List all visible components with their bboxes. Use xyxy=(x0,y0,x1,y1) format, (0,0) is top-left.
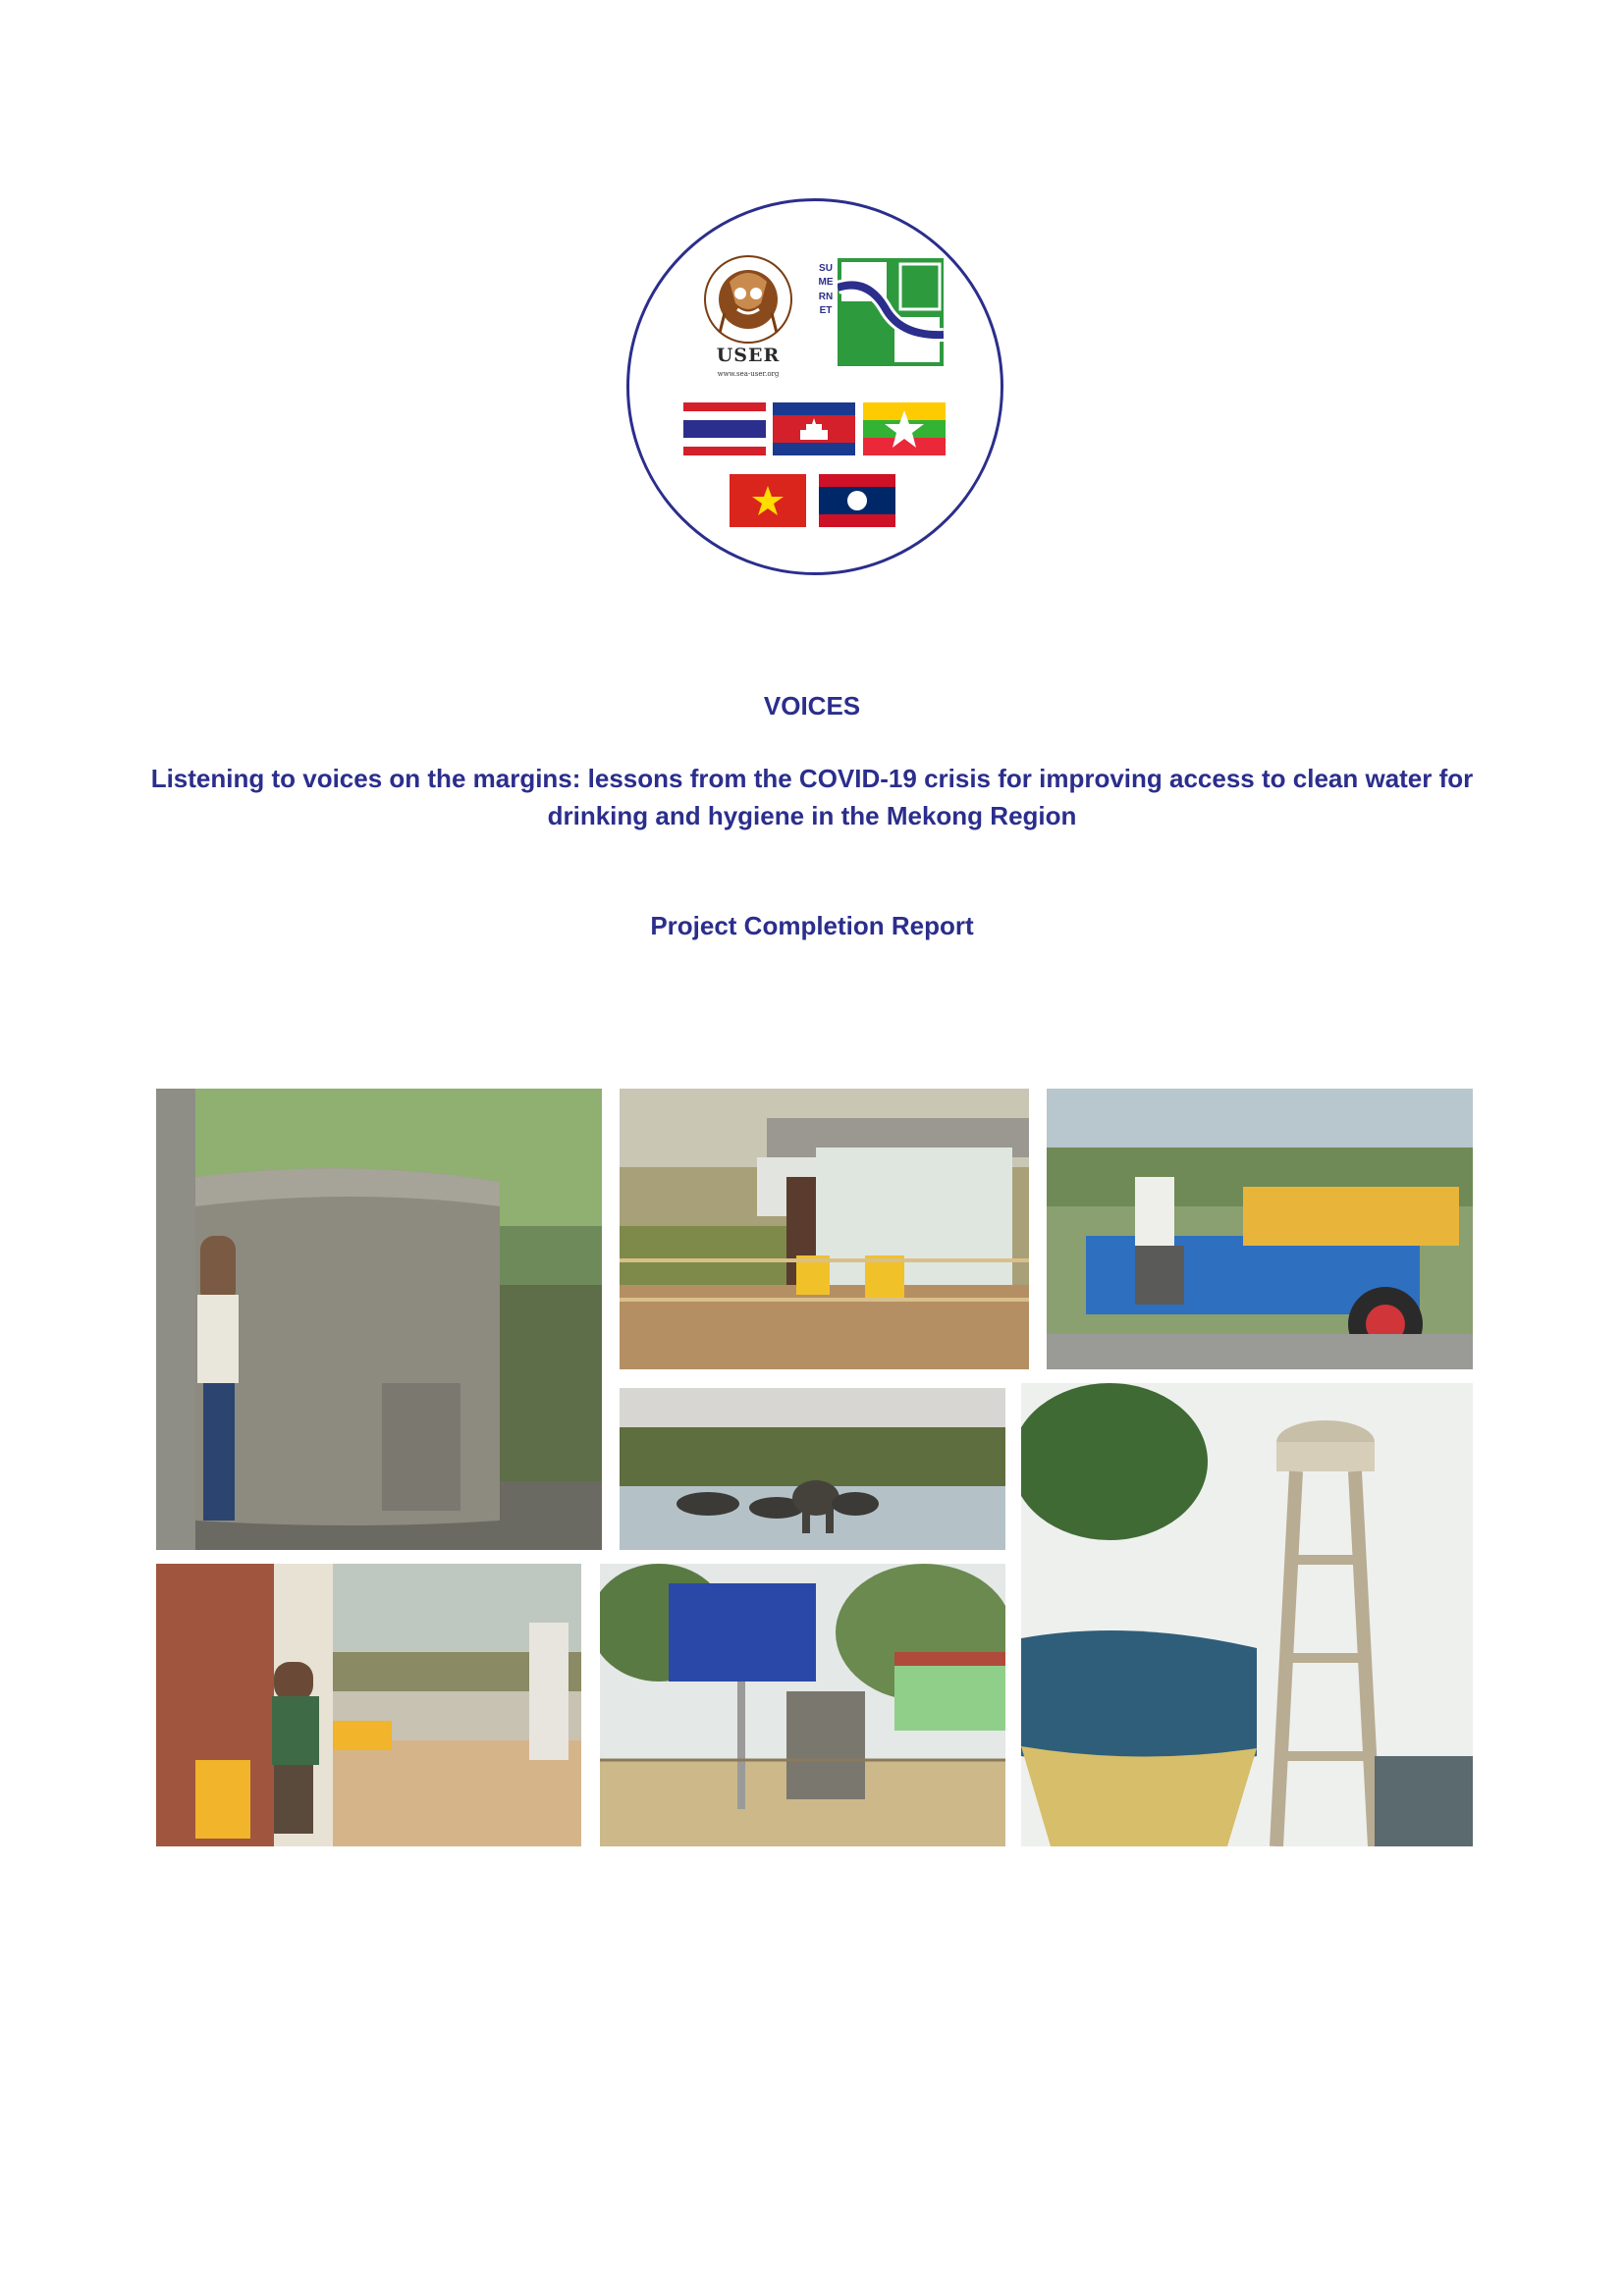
water-tank-photo-icon xyxy=(156,1089,602,1550)
myanmar-flag-icon xyxy=(863,402,946,455)
user-emblem-icon xyxy=(690,254,806,348)
photo-water-tower xyxy=(1021,1383,1473,1846)
sumernet-logo xyxy=(818,258,946,374)
cambodia-flag-icon xyxy=(773,402,855,455)
report-type: Project Completion Report xyxy=(650,911,974,940)
laos-flag-icon xyxy=(819,474,895,527)
user-logo-url: www.sea-user.org xyxy=(717,370,780,378)
document-title: VOICES xyxy=(763,691,861,721)
flag-myanmar xyxy=(863,402,946,455)
flag-laos xyxy=(819,474,895,527)
flag-thailand xyxy=(683,402,766,455)
photo-buffalo-in-river xyxy=(620,1388,1005,1550)
village-sign-photo-icon xyxy=(600,1564,1005,1846)
photo-man-on-water-cart xyxy=(1047,1089,1473,1369)
user-logo-name: USER xyxy=(716,345,781,366)
flag-vietnam xyxy=(730,474,806,527)
thailand-flag-icon xyxy=(683,402,766,455)
buffalo-river-photo-icon xyxy=(620,1388,1005,1550)
logo-circle xyxy=(626,198,1003,575)
woman-filling-photo-icon xyxy=(620,1089,1029,1369)
vietnam-flag-icon xyxy=(730,474,806,527)
photo-men-filling-jerrycans xyxy=(156,1564,581,1846)
document-subtitle: Listening to voices on the margins: lessons from the COVID-19 crisis for improving access to clean water for drinking and hygiene in the Mekong Region xyxy=(150,764,1474,830)
photo-village-sign-well xyxy=(600,1564,1005,1846)
photo-water-tank xyxy=(156,1089,602,1550)
jerrycans-photo-icon xyxy=(156,1564,581,1846)
water-tower-photo-icon xyxy=(1021,1383,1473,1846)
sumernet-map-icon xyxy=(838,258,944,366)
flag-cambodia xyxy=(773,402,855,455)
photo-woman-filling-containers xyxy=(620,1089,1029,1369)
sumernet-name: SUMERNET xyxy=(818,263,834,317)
user-logo xyxy=(690,254,806,392)
water-cart-photo-icon xyxy=(1047,1089,1473,1369)
